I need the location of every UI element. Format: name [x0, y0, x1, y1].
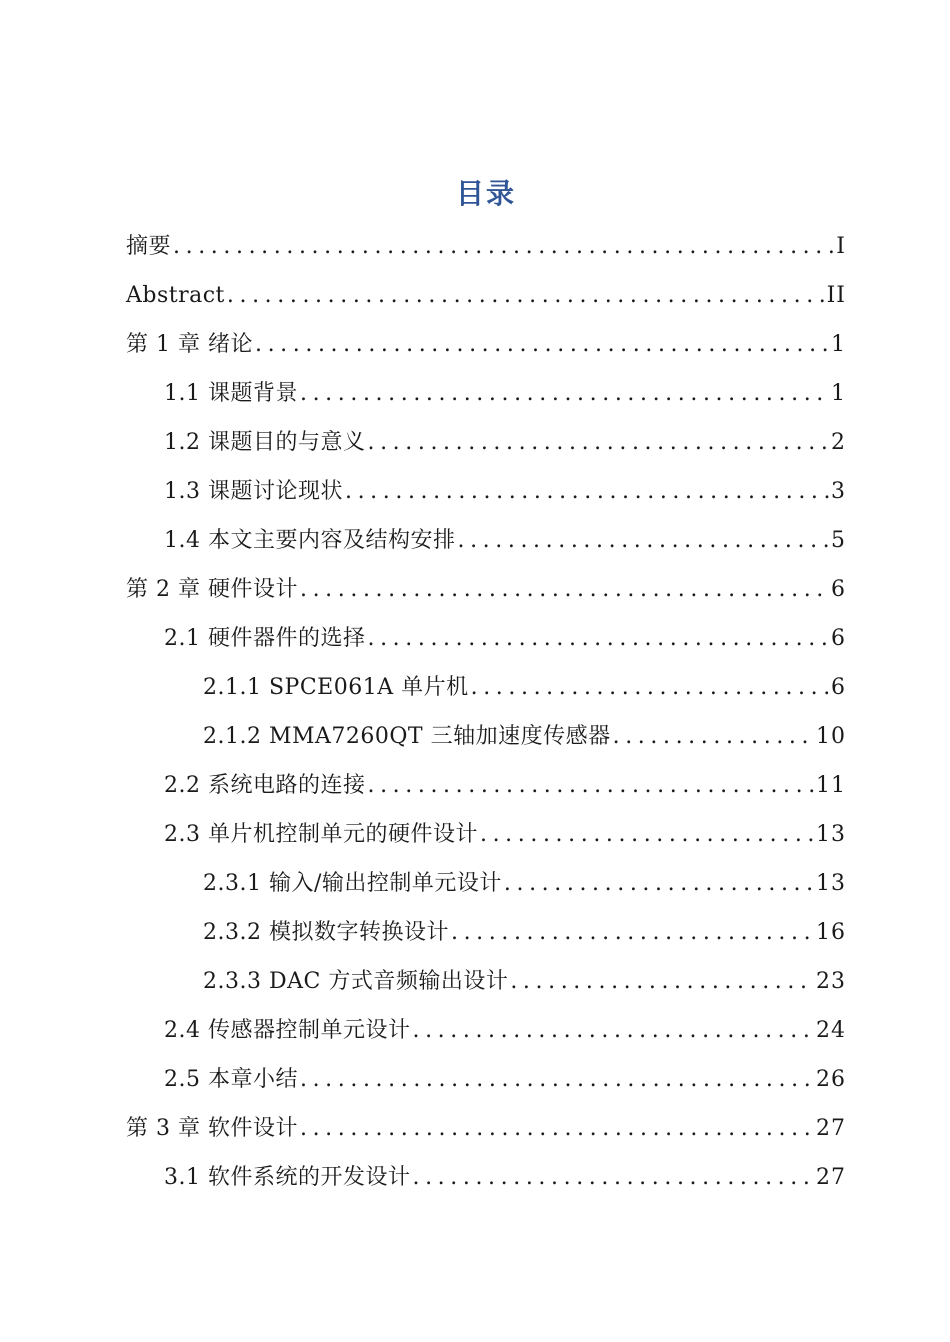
- toc-dot-leader: [451, 908, 814, 957]
- toc-entry-abstract-en[interactable]: [126, 271, 846, 320]
- toc-entry-chapter-1[interactable]: [126, 320, 846, 369]
- toc-entry-section-1-4[interactable]: [126, 516, 846, 565]
- toc-entry-section-1-3[interactable]: [126, 467, 846, 516]
- toc-entry-page: 5: [831, 528, 846, 553]
- toc-entry-page: II: [826, 283, 846, 308]
- toc-dot-leader: [367, 418, 829, 467]
- toc-entry-page: 13: [816, 822, 846, 847]
- toc-entry-section-2-1-1[interactable]: [126, 663, 846, 712]
- toc-entry-label: 第 1 章 绪论: [126, 332, 253, 357]
- toc-entry-label: 2.3.2 模拟数字转换设计: [203, 920, 449, 945]
- toc-entry-label: 摘要: [126, 234, 172, 259]
- toc-entry-section-2-3-3[interactable]: [126, 957, 846, 1006]
- toc-entry-page: 1: [831, 332, 846, 357]
- toc-title: 目录: [455, 177, 516, 210]
- toc-entry-section-2-5[interactable]: [126, 1055, 846, 1104]
- toc-dot-leader: [510, 957, 814, 1006]
- toc-dot-leader: [367, 761, 814, 810]
- toc-dot-leader: [457, 516, 829, 565]
- toc-dot-leader: [480, 810, 814, 859]
- toc-entry-page: 13: [816, 871, 846, 896]
- toc-entry-page: 2: [831, 430, 846, 455]
- toc-entry-chapter-3[interactable]: [126, 1104, 846, 1153]
- toc-entry-label: 2.1.2 MMA7260QT 三轴加速度传感器: [203, 724, 611, 749]
- toc-entry-page: 27: [816, 1116, 846, 1141]
- toc-entry-label: 2.1 硬件器件的选择: [164, 626, 366, 651]
- toc-dot-leader: [504, 859, 814, 908]
- toc-dot-leader: [300, 565, 829, 614]
- toc-dot-leader: [412, 1006, 814, 1055]
- toc-entry-label: 3.1 软件系统的开发设计: [164, 1165, 411, 1190]
- toc-dot-leader: [173, 222, 834, 271]
- toc-entry-abstract-cn[interactable]: [126, 222, 846, 271]
- toc-entry-label: 1.2 课题目的与意义: [164, 430, 366, 455]
- toc-entry-page: 6: [831, 577, 846, 602]
- toc-dot-leader: [255, 320, 829, 369]
- toc-entry-label: 2.3.3 DAC 方式音频输出设计: [203, 969, 509, 994]
- toc-dot-leader: [613, 712, 814, 761]
- toc-entry-label: 2.2 系统电路的连接: [164, 773, 366, 798]
- toc-entry-label: 1.1 课题背景: [164, 381, 298, 406]
- toc-entry-label: 2.4 传感器控制单元设计: [164, 1018, 411, 1043]
- toc-entry-label: 第 3 章 软件设计: [126, 1116, 298, 1141]
- toc-entry-page: 11: [816, 773, 846, 798]
- toc-entry-section-2-3-2[interactable]: [126, 908, 846, 957]
- toc-dot-leader: [300, 1055, 814, 1104]
- toc-entry-section-2-4[interactable]: [126, 1006, 846, 1055]
- toc-entry-section-2-1[interactable]: [126, 614, 846, 663]
- toc-entry-section-2-3-1[interactable]: [126, 859, 846, 908]
- toc-entry-page: 16: [816, 920, 846, 945]
- toc-entry-page: 23: [816, 969, 846, 994]
- toc-entry-chapter-2[interactable]: [126, 565, 846, 614]
- toc-dot-leader: [412, 1153, 814, 1202]
- toc-entry-label: 2.1.1 SPCE061A 单片机: [203, 675, 469, 700]
- toc-entry-page: 6: [831, 675, 846, 700]
- toc-entry-label: 1.4 本文主要内容及结构安排: [164, 528, 456, 553]
- toc-dot-leader: [300, 369, 829, 418]
- toc-entry-page: 27: [816, 1165, 846, 1190]
- toc-entry-page: 26: [816, 1067, 846, 1092]
- toc-entry-page: 3: [831, 479, 846, 504]
- toc-entry-section-2-3[interactable]: [126, 810, 846, 859]
- toc-entry-label: 2.5 本章小结: [164, 1067, 298, 1092]
- toc-entry-label: 2.3.1 输入/输出控制单元设计: [203, 871, 502, 896]
- toc-entry-section-3-1[interactable]: [126, 1153, 846, 1202]
- toc-entry-label: 1.3 课题讨论现状: [164, 479, 343, 504]
- toc-entry-section-2-1-2[interactable]: [126, 712, 846, 761]
- toc-entry-page: 10: [816, 724, 846, 749]
- toc-entry-page: I: [836, 234, 846, 259]
- table-of-contents: [126, 222, 846, 1202]
- toc-dot-leader: [227, 271, 825, 320]
- toc-entry-page: 1: [831, 381, 846, 406]
- toc-dot-leader: [300, 1104, 814, 1153]
- toc-entry-label: 2.3 单片机控制单元的硬件设计: [164, 822, 478, 847]
- toc-dot-leader: [367, 614, 829, 663]
- toc-entry-label: Abstract: [126, 283, 225, 308]
- toc-entry-page: 6: [831, 626, 846, 651]
- toc-entry-section-2-2[interactable]: [126, 761, 846, 810]
- toc-entry-section-1-2[interactable]: [126, 418, 846, 467]
- toc-entry-section-1-1[interactable]: [126, 369, 846, 418]
- toc-dot-leader: [471, 663, 829, 712]
- toc-entry-label: 第 2 章 硬件设计: [126, 577, 298, 602]
- toc-dot-leader: [345, 467, 829, 516]
- toc-entry-page: 24: [816, 1018, 846, 1043]
